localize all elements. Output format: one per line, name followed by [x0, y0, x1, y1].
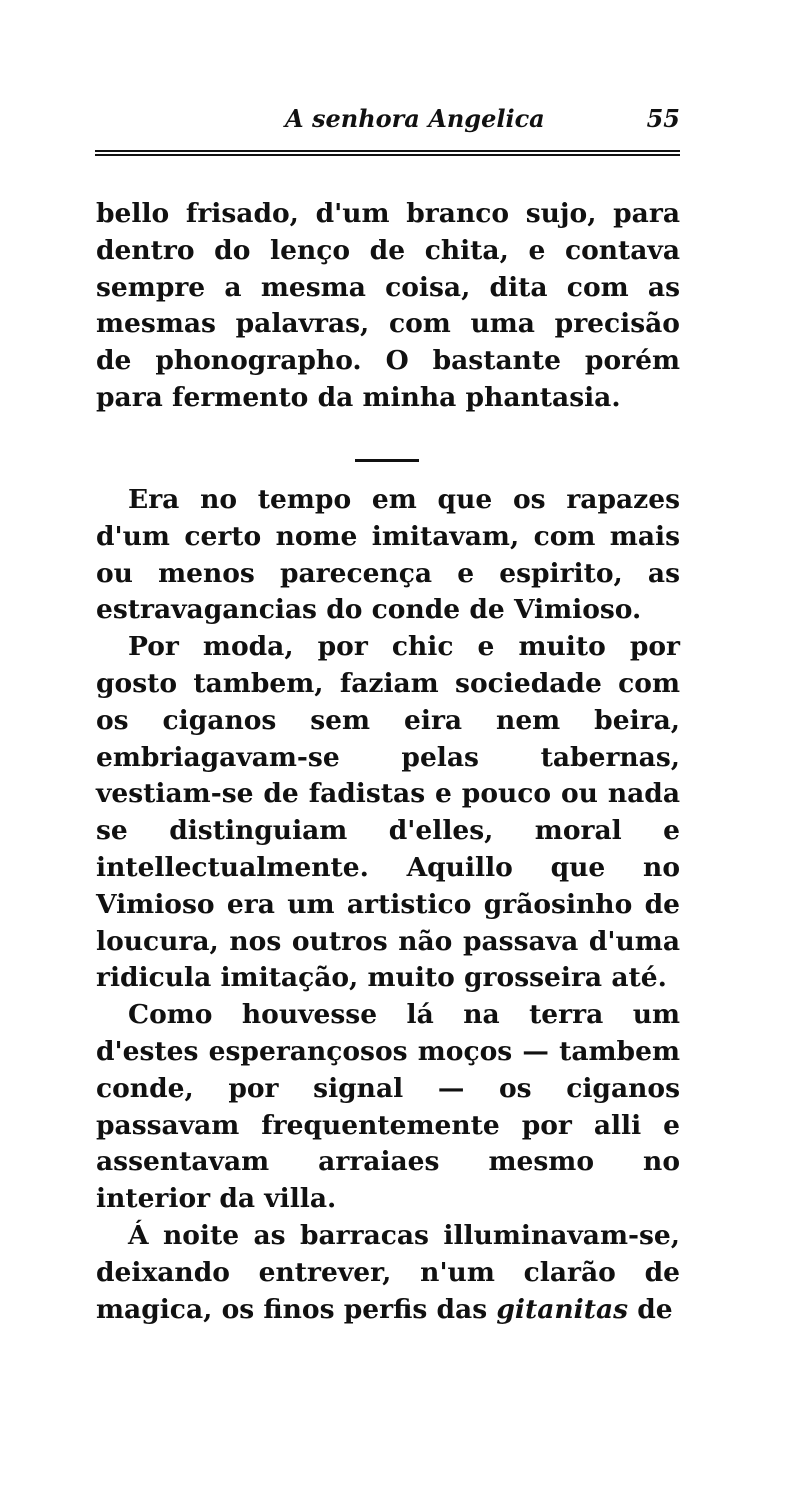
- header-rule: [95, 150, 680, 156]
- paragraph: bello frisado, d'um branco sujo, para dentro do lenço de chita, e contava sempre a mesma coisa, dita com as mesmas palavras, com uma precisão de phonographo. O bastante porém para fermento da minha phantasia.: [96, 198, 680, 413]
- paragraph-text: Á noite as barracas illuminavam-se, deixando entrever, n'um clarão de magica, os finos perfis das: [96, 1219, 680, 1325]
- text-block-after-break: [96, 482, 680, 1328]
- paragraph: Como houvesse lá na terra um d'estes esperançosos moços — tambem conde, por signal — os ciganos passavam frequentemente por alli e assentavam arraiaes mesmo no interior da villa.: [96, 999, 680, 1215]
- text-block-before-break: [96, 196, 680, 417]
- paragraph-text-end: de: [628, 1293, 673, 1325]
- running-head: [95, 104, 680, 136]
- page-number: 55: [646, 104, 680, 133]
- paragraph-last: [96, 1218, 680, 1328]
- paragraph: Era no tempo em que os rapazes d'um certo nome imitavam, com mais ou menos parecença e espirito, as estravagancias do conde de Vimioso.: [96, 484, 680, 626]
- paragraph: Por moda, por chic e muito por gosto tambem, faziam sociedade com os ciganos sem eira nem beira, embriagavam-se pelas tabernas, vestiam-se de fadistas e pouco ou nada se distinguiam d'elles, moral e intellectualmente. Aquillo que no Vimioso era um artistico grãosinho de loucura, nos outros não passava d'uma ridicula imitação, muito grosseira até.: [96, 631, 680, 994]
- running-title: A senhora Angelica: [285, 104, 545, 133]
- section-separator: [355, 459, 419, 462]
- italic-word: gitanitas: [496, 1293, 629, 1325]
